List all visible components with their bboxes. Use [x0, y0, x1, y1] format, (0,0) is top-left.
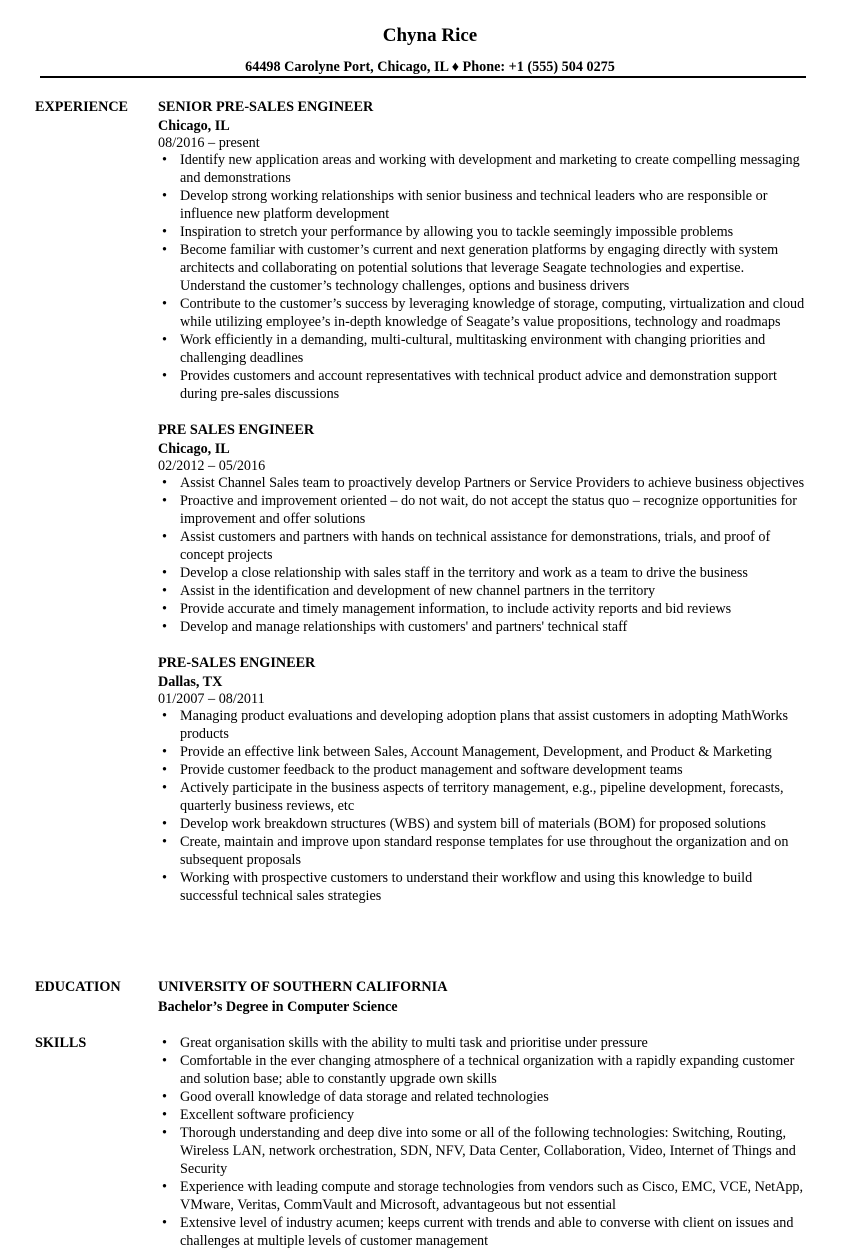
bullet-text: Assist customers and partners with hands on technical assistance for demonstrations, trials, and proof of concept projects — [180, 529, 771, 563]
job-bullet-item — [158, 223, 812, 241]
bullet-text: Identify new application areas and working with development and marketing to create compelling messaging and demonstrations — [180, 152, 800, 186]
skills-label: SKILLS — [35, 1035, 87, 1051]
job-bullet-item — [158, 869, 812, 905]
contact-line: 64498 Carolyne Port, Chicago, IL ♦ Phone: +1 (555) 504 0275 — [245, 59, 615, 75]
job-bullet-item — [158, 618, 812, 636]
bullet-text: Managing product evaluations and developing adoption plans that assist customers in adopting MathWorks products — [180, 708, 789, 742]
job-bullet-item — [158, 600, 812, 618]
skill-item — [158, 1124, 812, 1178]
bullet-icon: • — [162, 565, 167, 581]
bullet-icon: • — [162, 242, 167, 258]
skills-list — [158, 1034, 812, 1250]
job-title: PRE-SALES ENGINEER — [158, 655, 316, 671]
skill-item — [158, 1034, 812, 1052]
job-bullet-item — [158, 295, 812, 331]
job-bullet-item — [158, 761, 812, 779]
bullet-icon: • — [162, 619, 167, 635]
bullet-icon: • — [162, 1053, 167, 1069]
job-bullets — [158, 474, 812, 636]
job-entry — [158, 421, 812, 636]
skill-item — [158, 1106, 812, 1124]
skill-text: Comfortable in the ever changing atmosphere of a technical organization with a rapidly expanding customer and solution base; able to constantly upgrade own skills — [180, 1053, 795, 1087]
job-bullet-item — [158, 241, 812, 295]
job-bullet-item — [158, 833, 812, 869]
bullet-text: Develop work breakdown structures (WBS) and system bill of materials (BOM) for proposed solutions — [180, 816, 766, 832]
bullet-icon: • — [162, 816, 167, 832]
job-bullet-item — [158, 528, 812, 564]
degree: Bachelor’s Degree in Computer Science — [158, 999, 398, 1015]
bullet-text: Actively participate in the business aspects of territory management, e.g., pipeline development, forecasts, quarterly business reviews, etc — [180, 780, 784, 814]
skill-item — [158, 1178, 812, 1214]
skill-item — [158, 1052, 812, 1088]
resume-header — [0, 24, 860, 76]
job-location: Chicago, IL — [158, 441, 230, 457]
skill-text: Experience with leading compute and storage technologies from vendors such as Cisco, EMC, VCE, NetApp, VMware, Veritas, CommVault and Microsoft, advantageous but not essential — [180, 1179, 804, 1213]
job-location: Chicago, IL — [158, 118, 230, 134]
bullet-text: Create, maintain and improve upon standard response templates for use throughout the organization and on subsequent proposals — [180, 834, 789, 868]
experience-list — [158, 98, 812, 923]
bullet-icon: • — [162, 332, 167, 348]
bullet-text: Inspiration to stretch your performance by allowing you to tackle seemingly impossible problems — [180, 224, 734, 240]
job-title: PRE SALES ENGINEER — [158, 422, 315, 438]
bullet-icon: • — [162, 601, 167, 617]
school-name: UNIVERSITY OF SOUTHERN CALIFORNIA — [158, 979, 448, 995]
job-bullet-item — [158, 151, 812, 187]
bullet-icon: • — [162, 152, 167, 168]
job-bullet-item — [158, 367, 812, 403]
skill-text: Thorough understanding and deep dive into some or all of the following technologies: Switching, Routing, Wireless LAN, network orchestration, SDN, NFV, Data Center, Collaboration, Video, Internet of Things and Security — [180, 1125, 796, 1177]
bullet-icon: • — [162, 780, 167, 796]
job-bullet-item — [158, 743, 812, 761]
skill-text: Extensive level of industry acumen; keeps current with trends and able to converse with client on issues and challenges at multiple levels of customer management — [180, 1215, 794, 1249]
job-bullet-item — [158, 492, 812, 528]
skill-text: Good overall knowledge of data storage and related technologies — [180, 1089, 549, 1105]
bullet-icon: • — [162, 1107, 167, 1123]
job-bullet-item — [158, 582, 812, 600]
job-bullets — [158, 151, 812, 403]
skill-text: Excellent software proficiency — [180, 1107, 355, 1123]
bullet-text: Provide accurate and timely management information, to include activity reports and bid reviews — [180, 601, 732, 617]
bullet-icon: • — [162, 368, 167, 384]
bullet-icon: • — [162, 493, 167, 509]
education-entry — [158, 978, 812, 1016]
job-bullet-item — [158, 331, 812, 367]
skill-item — [158, 1088, 812, 1106]
bullet-text: Proactive and improvement oriented – do not wait, do not accept the status quo – recognize opportunities for improvement and offer solutions — [180, 493, 797, 527]
bullet-text: Provide an effective link between Sales, Account Management, Development, and Product & Marketing — [180, 744, 772, 760]
bullet-icon: • — [162, 762, 167, 778]
job-location: Dallas, TX — [158, 674, 223, 690]
bullet-icon: • — [162, 529, 167, 545]
bullet-text: Contribute to the customer’s success by leveraging knowledge of storage, computing, virtualization and cloud while utilizing employee’s in-depth knowledge of Seagate’s value propositions, technology and roadmaps — [180, 296, 805, 330]
job-dates: 02/2012 – 05/2016 — [158, 458, 266, 474]
bullet-icon: • — [162, 1035, 167, 1051]
job-bullet-item — [158, 815, 812, 833]
bullet-icon: • — [162, 744, 167, 760]
bullet-icon: • — [162, 224, 167, 240]
bullet-text: Assist in the identification and development of new channel partners in the territory — [180, 583, 656, 599]
bullet-icon: • — [162, 870, 167, 886]
skill-text: Great organisation skills with the ability to multi task and prioritise under pressure — [180, 1035, 648, 1051]
job-entry — [158, 98, 812, 403]
bullet-text: Develop a close relationship with sales staff in the territory and work as a team to drive the business — [180, 565, 748, 581]
bullet-text: Become familiar with customer’s current and next generation platforms by engaging directly with system architects and collaborating on potential solutions that leverage Seagate technologies and expertise. Understand the customer’s technology challenges, options and business drivers — [180, 242, 779, 294]
job-bullet-item — [158, 474, 812, 492]
bullet-icon: • — [162, 834, 167, 850]
experience-label: EXPERIENCE — [35, 99, 129, 115]
bullet-text: Provides customers and account representatives with technical product advice and demonstration support during pre-sales discussions — [180, 368, 777, 402]
bullet-icon: • — [162, 583, 167, 599]
candidate-name: Chyna Rice — [382, 25, 478, 46]
bullet-icon: • — [162, 296, 167, 312]
job-bullet-item — [158, 779, 812, 815]
bullet-text: Provide customer feedback to the product management and software development teams — [180, 762, 683, 778]
header-divider — [40, 76, 806, 78]
job-bullet-item — [158, 707, 812, 743]
job-bullet-item — [158, 564, 812, 582]
bullet-text: Assist Channel Sales team to proactively develop Partners or Service Providers to achieve business objectives — [180, 475, 805, 491]
bullet-icon: • — [162, 1215, 167, 1231]
bullet-text: Working with prospective customers to understand their workflow and using this knowledge to build successful technical sales strategies — [180, 870, 753, 904]
job-bullets — [158, 707, 812, 905]
job-title: SENIOR PRE-SALES ENGINEER — [158, 99, 374, 115]
bullet-icon: • — [162, 708, 167, 724]
bullet-icon: • — [162, 475, 167, 491]
job-dates: 01/2007 – 08/2011 — [158, 691, 265, 707]
bullet-text: Develop strong working relationships with senior business and technical leaders who are responsible or influence new platform development — [180, 188, 768, 222]
bullet-text: Develop and manage relationships with customers' and partners' technical staff — [180, 619, 628, 635]
bullet-icon: • — [162, 1125, 167, 1141]
job-bullet-item — [158, 187, 812, 223]
bullet-icon: • — [162, 188, 167, 204]
skill-item — [158, 1214, 812, 1250]
bullet-icon: • — [162, 1179, 167, 1195]
job-entry — [158, 654, 812, 905]
education-label: EDUCATION — [35, 979, 121, 995]
job-dates: 08/2016 – present — [158, 135, 260, 151]
bullet-text: Work efficiently in a demanding, multi-cultural, multitasking environment with changing priorities and challenging deadlines — [180, 332, 766, 366]
bullet-icon: • — [162, 1089, 167, 1105]
